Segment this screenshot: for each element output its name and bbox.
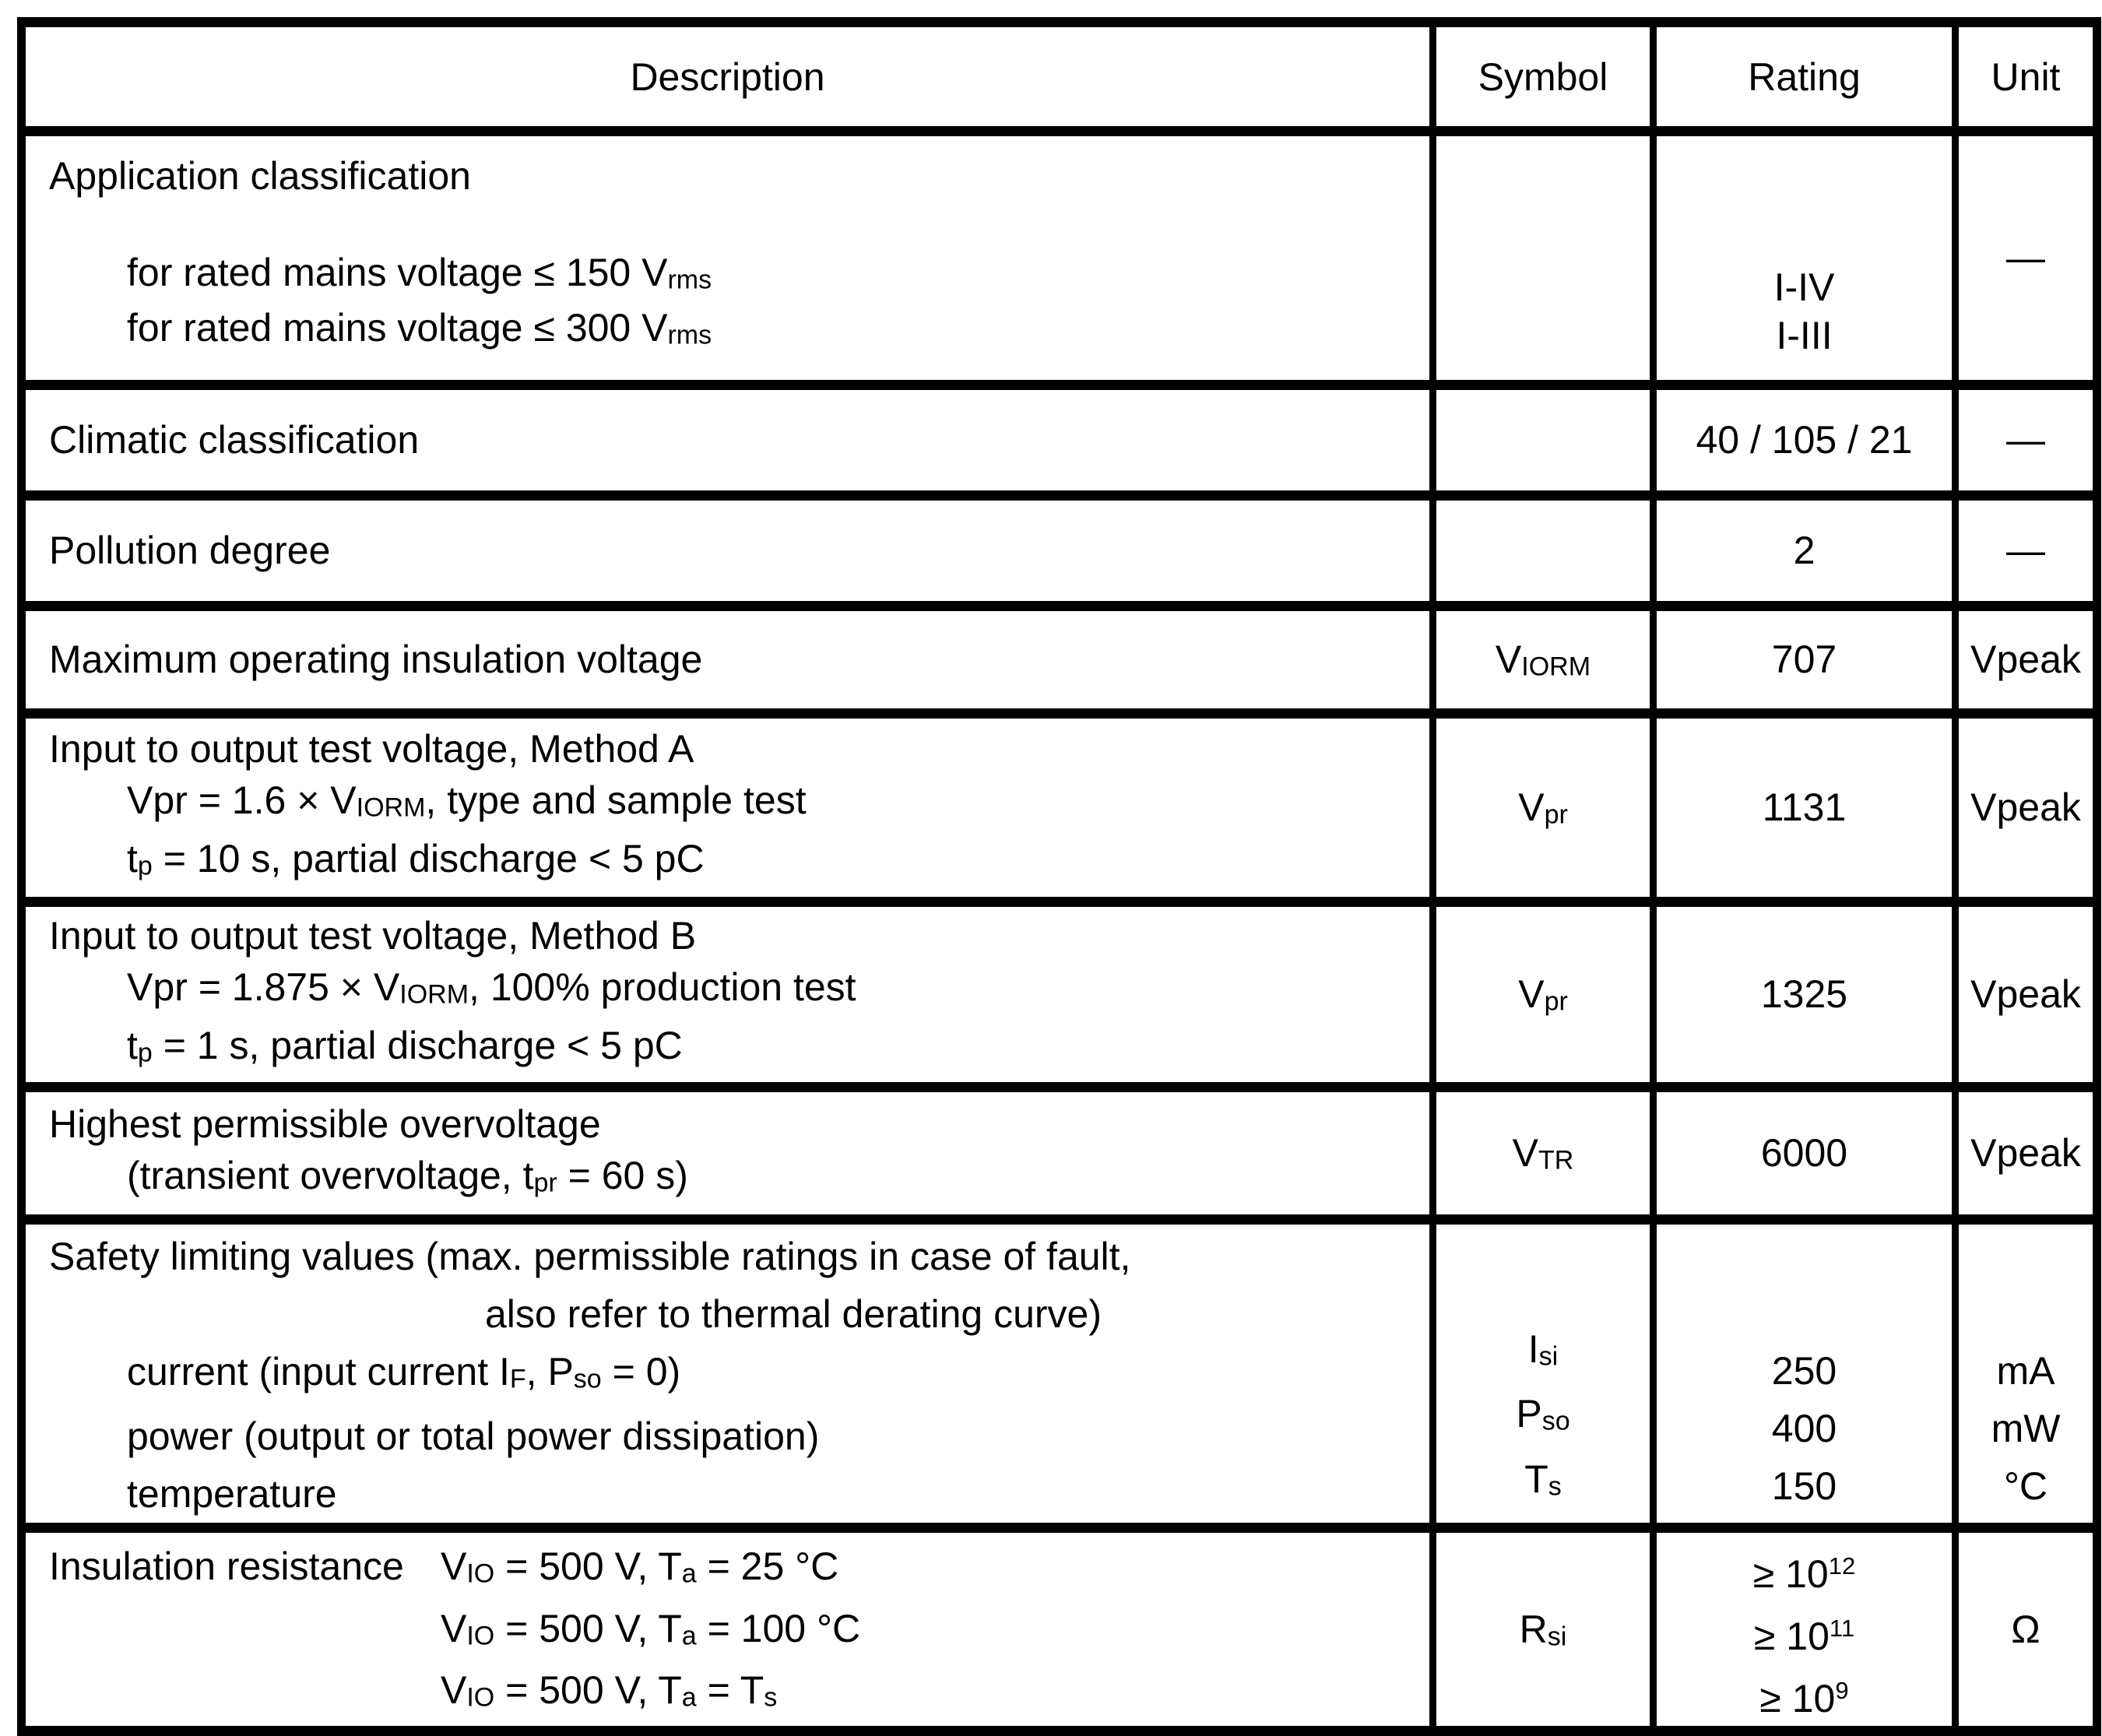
method-b-description-cell bbox=[22, 901, 1433, 1087]
method-b-unit: Vpeak bbox=[1956, 901, 2097, 1087]
safety-title-line-1: Safety limiting values (max. permissible ratings in case of fault, bbox=[49, 1234, 1131, 1278]
header-description: Description bbox=[22, 23, 1433, 132]
application-unit: — bbox=[1956, 132, 2097, 385]
safety-rating-current: 250 bbox=[1771, 1349, 1837, 1393]
insulation-rating-100c: ≥ $10^{11}$ bbox=[1753, 1615, 1855, 1659]
application-rating-cell bbox=[1654, 132, 1956, 385]
overvoltage-symbol: VTR bbox=[1433, 1087, 1654, 1219]
row-max-operating-insulation-voltage bbox=[22, 606, 2097, 713]
row-highest-permissible-overvoltage bbox=[22, 1087, 2097, 1219]
method-a-unit: Vpeak bbox=[1956, 713, 2097, 901]
row-safety-limiting-values bbox=[22, 1219, 2097, 1527]
application-title: Application classification bbox=[49, 154, 471, 198]
pollution-title: Pollution degree bbox=[22, 495, 1433, 606]
header-unit: Unit bbox=[1956, 23, 2097, 132]
application-description-cell bbox=[22, 132, 1433, 385]
application-conditions bbox=[127, 248, 1414, 380]
climatic-rating: 40 / 105 / 21 bbox=[1654, 385, 1956, 495]
application-rating-150: I-IV bbox=[1773, 265, 1835, 309]
insulation-condition-1: VIO = 500 V, Ta = 25 °C bbox=[441, 1544, 839, 1589]
method-a-symbol: Vpr bbox=[1433, 713, 1654, 901]
insulation-title: Insulation resistance bbox=[49, 1544, 404, 1589]
method-a-title: Input to output test voltage, Method A bbox=[49, 726, 694, 771]
safety-symbol-power: Pso bbox=[1516, 1392, 1570, 1436]
overvoltage-description-cell bbox=[22, 1087, 1433, 1219]
safety-unit-power: mW bbox=[1991, 1407, 2061, 1451]
safety-ratings-table bbox=[17, 17, 2101, 1736]
safety-unit-current: mA bbox=[1996, 1349, 2055, 1393]
insulation-symbol: Rsi bbox=[1433, 1528, 1654, 1731]
method-b-condition-2: tp = 1 s, partial discharge < 5 pC bbox=[127, 1024, 683, 1068]
viorm-rating: 707 bbox=[1654, 606, 1956, 713]
insulation-rating-ts: ≥ $10^9$ bbox=[1759, 1677, 1849, 1721]
method-a-condition-2: tp = 10 s, partial discharge < 5 pC bbox=[127, 837, 705, 881]
pollution-rating: 2 bbox=[1654, 495, 1956, 606]
safety-unit-cell bbox=[1956, 1219, 2097, 1527]
pollution-symbol-cell bbox=[1433, 495, 1654, 606]
method-b-rating: 1325 bbox=[1654, 901, 1956, 1087]
safety-description-cell bbox=[22, 1219, 1433, 1527]
application-rating-300: I-III bbox=[1776, 313, 1833, 357]
climatic-symbol-cell bbox=[1433, 385, 1654, 495]
application-condition-150: for rated mains voltage ≤ 150 Vrms bbox=[127, 251, 712, 295]
safety-symbol-current: Isi bbox=[1527, 1327, 1559, 1372]
safety-item-power: power (output or total power dissipation) bbox=[127, 1414, 820, 1459]
safety-rating-cell bbox=[1654, 1219, 1956, 1527]
safety-item-current: current (input current IF, Pso = 0) bbox=[127, 1349, 681, 1394]
insulation-description-cell bbox=[22, 1528, 1433, 1731]
overvoltage-rating: 6000 bbox=[1654, 1087, 1956, 1219]
insulation-rating-25c: ≥ $10^{12}$ bbox=[1752, 1552, 1856, 1597]
safety-item-temperature: temperature bbox=[127, 1472, 337, 1516]
row-pollution-degree bbox=[22, 495, 2097, 606]
viorm-symbol: VIORM bbox=[1433, 606, 1654, 713]
viorm-title: Maximum operating insulation voltage bbox=[22, 606, 1433, 713]
safety-unit-temperature: °C bbox=[2003, 1464, 2048, 1509]
header-row bbox=[22, 23, 2097, 132]
application-condition-300: for rated mains voltage ≤ 300 Vrms bbox=[127, 306, 712, 350]
row-climatic-classification bbox=[22, 385, 2097, 495]
row-test-voltage-method-a bbox=[22, 713, 2097, 901]
insulation-condition-2: VIO = 500 V, Ta = 100 °C bbox=[441, 1606, 861, 1650]
climatic-unit: — bbox=[1956, 385, 2097, 495]
method-b-symbol: Vpr bbox=[1433, 901, 1654, 1087]
row-insulation-resistance bbox=[22, 1528, 2097, 1731]
method-a-rating: 1131 bbox=[1654, 713, 1956, 901]
header-symbol: Symbol bbox=[1433, 23, 1654, 132]
insulation-unit: Ω bbox=[1956, 1528, 2097, 1731]
header-rating: Rating bbox=[1654, 23, 1956, 132]
method-a-condition-1: Vpr = 1.6 × VIORM, type and sample test bbox=[127, 778, 807, 823]
row-test-voltage-method-b bbox=[22, 901, 2097, 1087]
pollution-unit: — bbox=[1956, 495, 2097, 606]
method-b-condition-1: Vpr = 1.875 × VIORM, 100% production test bbox=[127, 965, 856, 1010]
method-b-title: Input to output test voltage, Method B bbox=[49, 913, 697, 958]
safety-rating-power: 400 bbox=[1771, 1407, 1837, 1451]
insulation-condition-3: VIO = 500 V, Ta = Ts bbox=[441, 1667, 778, 1713]
safety-rating-temperature: 150 bbox=[1771, 1464, 1837, 1509]
overvoltage-unit: Vpeak bbox=[1956, 1087, 2097, 1219]
overvoltage-condition: (transient overvoltage, tpr = 60 s) bbox=[127, 1153, 688, 1197]
safety-title-line-2: also refer to thermal derating curve) bbox=[485, 1291, 1102, 1336]
row-application-classification bbox=[22, 132, 2097, 385]
method-a-description-cell bbox=[22, 713, 1433, 901]
safety-symbol-temperature: Ts bbox=[1524, 1457, 1562, 1502]
insulation-rating-cell bbox=[1654, 1528, 1956, 1731]
application-symbol-cell bbox=[1433, 132, 1654, 385]
safety-symbol-cell bbox=[1433, 1219, 1654, 1527]
overvoltage-title: Highest permissible overvoltage bbox=[49, 1102, 601, 1146]
viorm-unit: Vpeak bbox=[1956, 606, 2097, 713]
climatic-title: Climatic classification bbox=[22, 385, 1433, 495]
